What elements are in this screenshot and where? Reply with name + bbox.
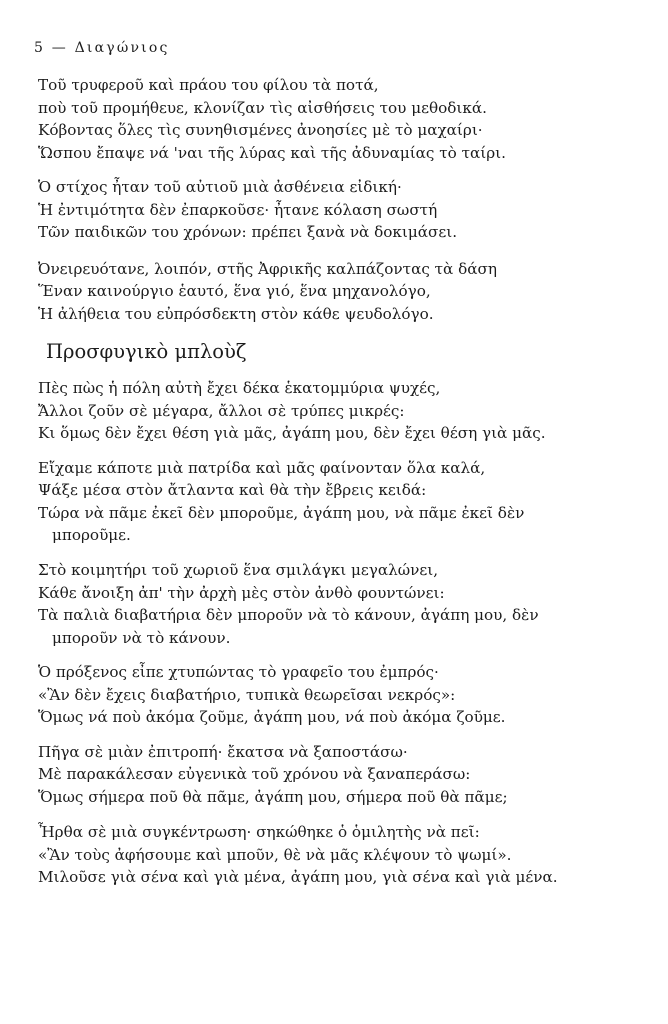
poem2-s6-line1: Ἦρθα σὲ μιὰ συγκέντρωση· σηκώθηκε ὁ ὁμιλητὴς νὰ πεῖ: — [38, 823, 480, 841]
poem1-s2-line1: Ὁ στίχος ἦταν τοῦ αὐτιοῦ μιὰ ἀσθένεια εἰδική· — [38, 178, 402, 196]
poem2-s2-line2: Ψάξε μέσα στὸν ἄτλαντα καὶ θὰ τὴν ἔβρεις κειδά: — [38, 481, 427, 499]
poem1-s1-line3: Κόβοντας ὅλες τὶς συνηθισμένες ἀνοησίες μὲ τὸ μαχαίρι· — [38, 121, 483, 139]
poem2-s5-line1: Πῆγα σὲ μιὰν ἐπιτροπή· ἔκατσα νὰ ξαποστάσω· — [38, 743, 408, 761]
poem2-s5-line2: Μὲ παρακάλεσαν εὐγενικὰ τοῦ χρόνου νὰ ξαναπεράσω: — [38, 765, 471, 783]
poem2-s4-line2: «Ἂν δὲν ἔχεις διαβατήριο, τυπικὰ θεωρεῖσαι νεκρός»: — [38, 686, 456, 704]
poem2-s3-line3: Τὰ παλιὰ διαβατήρια δὲν μποροῦν νὰ τὸ κάνουν, ἀγάπη μου, δὲν — [38, 606, 539, 624]
poem2-s2-line4: μποροῦμε. — [52, 526, 131, 544]
poem2-s2-line3: Τώρα νὰ πᾶμε ἐκεῖ δὲν μποροῦμε, ἀγάπη μου, νὰ πᾶμε ἐκεῖ δὲν — [38, 504, 525, 522]
poem2-s5-line3: Ὅμως σήμερα ποῦ θὰ πᾶμε, ἀγάπη μου, σήμερα ποῦ θὰ πᾶμε; — [38, 788, 508, 806]
poem2-s6-line2: «Ἂν τοὺς ἀφήσουμε καὶ μποῦν, θὲ νὰ μᾶς κλέψουν τὸ ψωμί». — [38, 846, 512, 864]
poem2-s2-line1: Εἴχαμε κάποτε μιὰ πατρίδα καὶ μᾶς φαίνονταν ὅλα καλά, — [38, 459, 486, 477]
poem2-s1-line3: Κι ὅμως δὲν ἔχει θέση γιὰ μᾶς, ἀγάπη μου, δὲν ἔχει θέση γιὰ μᾶς. — [38, 424, 546, 442]
poem2-s4-line1: Ὁ πρόξενος εἶπε χτυπώντας τὸ γραφεῖο του ἐμπρός· — [38, 663, 439, 681]
poem2-s3-line4: μποροῦν νὰ τὸ κάνουν. — [52, 629, 231, 647]
poem-title: Προσφυγικὸ μπλοὺζ — [46, 340, 247, 363]
poem2-s3-line2: Κάθε ἄνοιξη ἀπ' τὴν ἀρχὴ μὲς στὸν ἀνθὸ φουντώνει: — [38, 584, 445, 602]
poem2-s6-line3: Μιλοῦσε γιὰ σένα καὶ γιὰ μένα, ἀγάπη μου, γιὰ σένα καὶ γιὰ μένα. — [38, 868, 558, 886]
poem1-s1-line1: Τοῦ τρυφεροῦ καὶ πράου του φίλου τὰ ποτά, — [38, 76, 379, 94]
poem1-s2-line2: Ἡ ἐντιμότητα δὲν ἐπαρκοῦσε· ἦτανε κόλαση σωστή — [38, 201, 438, 219]
poem2-s1-line2: Ἄλλοι ζοῦν σὲ μέγαρα, ἄλλοι σὲ τρύπες μικρές: — [38, 402, 405, 420]
poem2-s1-line1: Πὲς πὼς ἡ πόλη αὐτὴ ἔχει δέκα ἑκατομμύρια ψυχές, — [38, 379, 441, 397]
poem1-s3-line3: Ἡ ἀλήθεια του εὐπρόσδεκτη στὸν κάθε ψευδολόγο. — [38, 305, 434, 323]
poem1-s3-line1: Ὀνειρευότανε, λοιπόν, στῆς Ἀφρικῆς καλπάζοντας τὰ δάση — [38, 260, 498, 278]
poem2-s4-line3: Ὅμως νά ποὺ ἀκόμα ζοῦμε, ἀγάπη μου, νά ποὺ ἀκόμα ζοῦμε. — [38, 708, 506, 726]
page-header: 5 — Διαγώνιος — [34, 40, 170, 56]
poem1-s2-line3: Τῶν παιδικῶν του χρόνων: πρέπει ξανὰ νὰ δοκιμάσει. — [38, 223, 458, 241]
poem2-s3-line1: Στὸ κοιμητήρι τοῦ χωριοῦ ἕνα σμιλάγκι μεγαλώνει, — [38, 561, 439, 579]
poem1-s1-line4: Ὥσπου ἔπαψε νά 'ναι τῆς λύρας καὶ τῆς ἀδυναμίας τὸ ταίρι. — [38, 144, 506, 162]
poem1-s3-line2: Ἕναν καινούργιο ἑαυτό, ἕνα γιό, ἕνα μηχανολόγο, — [38, 282, 431, 300]
poem1-s1-line2: ποὺ τοῦ προμήθευε, κλονίζαν τὶς αἰσθήσεις του μεθοδικά. — [38, 99, 487, 117]
